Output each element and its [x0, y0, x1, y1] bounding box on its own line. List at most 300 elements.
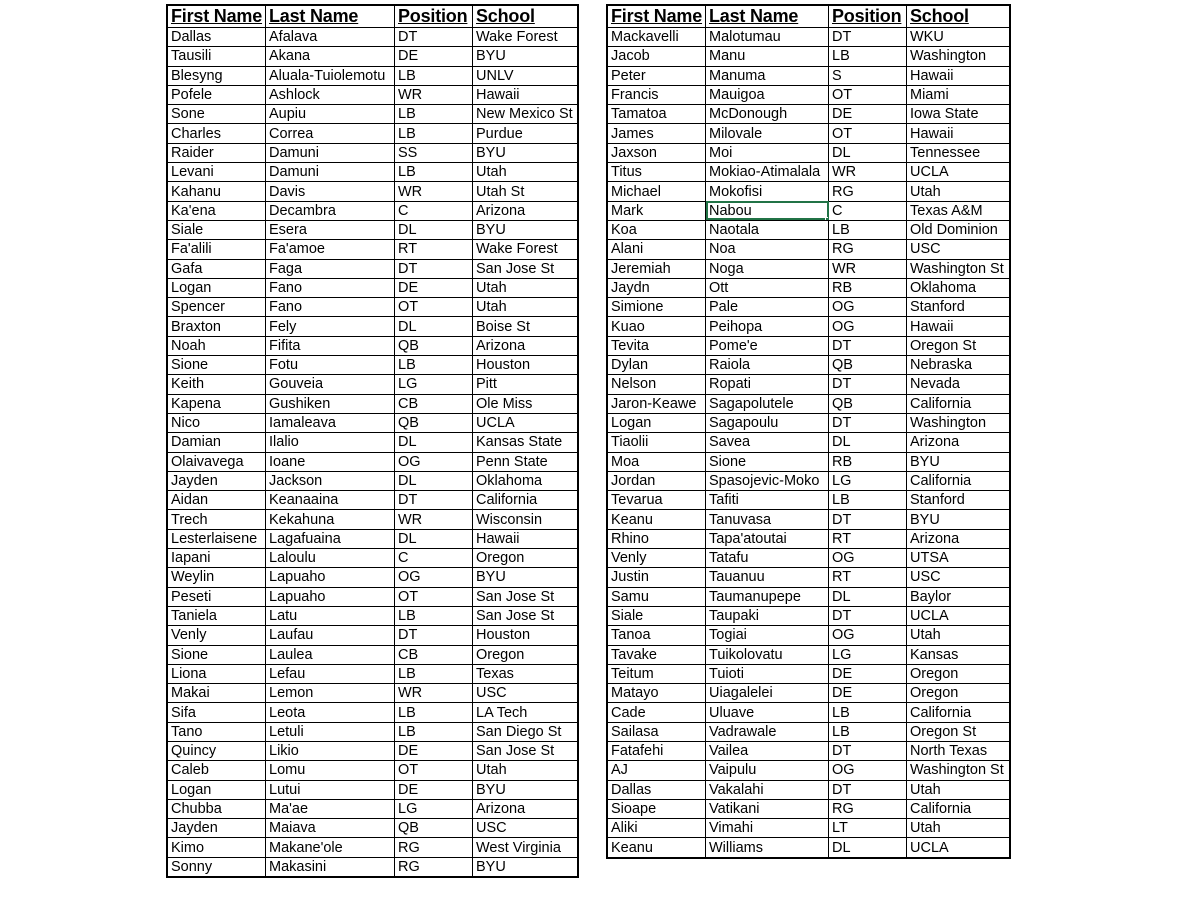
position-cell[interactable]: DL	[829, 433, 907, 452]
last-name-cell[interactable]: Correa	[266, 124, 395, 143]
last-name-cell[interactable]: Ioane	[266, 452, 395, 471]
school-cell[interactable]: Utah	[907, 780, 1010, 799]
first-name-cell[interactable]: Iapani	[168, 549, 266, 568]
position-cell[interactable]: LB	[395, 66, 473, 85]
first-name-cell[interactable]: Jordan	[608, 471, 706, 490]
last-name-cell[interactable]: Sagapoulu	[706, 413, 829, 432]
last-name-cell[interactable]: Davis	[266, 182, 395, 201]
position-cell[interactable]: QB	[395, 413, 473, 432]
first-name-cell[interactable]: Teitum	[608, 664, 706, 683]
school-cell[interactable]: UCLA	[907, 838, 1010, 857]
school-cell[interactable]: Utah	[473, 761, 578, 780]
first-name-cell[interactable]: Venly	[168, 626, 266, 645]
school-cell[interactable]: San Diego St	[473, 722, 578, 741]
first-name-cell[interactable]: Rhino	[608, 529, 706, 548]
last-name-cell[interactable]: Tatafu	[706, 549, 829, 568]
position-cell[interactable]: DL	[395, 433, 473, 452]
school-cell[interactable]: Utah	[473, 278, 578, 297]
first-name-cell[interactable]: Simione	[608, 298, 706, 317]
position-cell[interactable]: DT	[829, 28, 907, 47]
first-name-cell[interactable]: Matayo	[608, 684, 706, 703]
position-cell[interactable]: DE	[395, 780, 473, 799]
position-cell[interactable]: DE	[829, 664, 907, 683]
first-name-cell[interactable]: Blesyng	[168, 66, 266, 85]
last-name-cell[interactable]: Decambra	[266, 201, 395, 220]
school-cell[interactable]: Arizona	[907, 433, 1010, 452]
position-cell[interactable]: LB	[395, 664, 473, 683]
last-name-cell[interactable]: Milovale	[706, 124, 829, 143]
first-name-cell[interactable]: Damian	[168, 433, 266, 452]
school-cell[interactable]: Houston	[473, 356, 578, 375]
first-name-cell[interactable]: Tevita	[608, 336, 706, 355]
last-name-cell[interactable]: Esera	[266, 220, 395, 239]
position-cell[interactable]: RB	[829, 278, 907, 297]
last-name-cell[interactable]: Spasojevic-Moko	[706, 471, 829, 490]
position-cell[interactable]: OG	[829, 761, 907, 780]
last-name-cell[interactable]: Savea	[706, 433, 829, 452]
school-cell[interactable]: Utah	[907, 819, 1010, 838]
position-cell[interactable]: DT	[395, 28, 473, 47]
last-name-cell[interactable]: Leota	[266, 703, 395, 722]
last-name-cell[interactable]: Vakalahi	[706, 780, 829, 799]
position-cell[interactable]: LB	[829, 703, 907, 722]
first-name-cell[interactable]: Chubba	[168, 799, 266, 818]
school-cell[interactable]: Baylor	[907, 587, 1010, 606]
first-name-cell[interactable]: Titus	[608, 163, 706, 182]
position-cell[interactable]: WR	[395, 684, 473, 703]
first-name-cell[interactable]: Siale	[608, 606, 706, 625]
school-cell[interactable]: California	[907, 471, 1010, 490]
last-name-cell[interactable]: Tuikolovatu	[706, 645, 829, 664]
last-name-cell[interactable]: Vailea	[706, 741, 829, 760]
position-cell[interactable]: RG	[829, 799, 907, 818]
position-cell[interactable]: WR	[395, 85, 473, 104]
last-name-cell[interactable]: Damuni	[266, 143, 395, 162]
first-name-cell[interactable]: Pofele	[168, 85, 266, 104]
selected-cell[interactable]: Nabou	[706, 201, 829, 220]
first-name-cell[interactable]: Aidan	[168, 491, 266, 510]
last-name-cell[interactable]: Manuma	[706, 66, 829, 85]
last-name-cell[interactable]: Makane'ole	[266, 838, 395, 857]
school-cell[interactable]: Washington St	[907, 259, 1010, 278]
school-cell[interactable]: San Jose St	[473, 606, 578, 625]
first-name-cell[interactable]: Kimo	[168, 838, 266, 857]
school-cell[interactable]: BYU	[473, 143, 578, 162]
school-cell[interactable]: USC	[473, 684, 578, 703]
position-cell[interactable]: LB	[395, 124, 473, 143]
position-cell[interactable]: LG	[395, 799, 473, 818]
first-name-cell[interactable]: Logan	[168, 780, 266, 799]
last-name-cell[interactable]: Gushiken	[266, 394, 395, 413]
position-cell[interactable]: DT	[829, 336, 907, 355]
first-name-cell[interactable]: Koa	[608, 220, 706, 239]
position-cell[interactable]: QB	[395, 336, 473, 355]
first-name-cell[interactable]: Tavake	[608, 645, 706, 664]
first-name-cell[interactable]: Jaxson	[608, 143, 706, 162]
first-name-cell[interactable]: Mackavelli	[608, 28, 706, 47]
first-name-cell[interactable]: Sailasa	[608, 722, 706, 741]
first-name-cell[interactable]: Gafa	[168, 259, 266, 278]
school-cell[interactable]: Utah St	[473, 182, 578, 201]
first-name-cell[interactable]: Trech	[168, 510, 266, 529]
first-name-cell[interactable]: Peseti	[168, 587, 266, 606]
position-cell[interactable]: WR	[395, 182, 473, 201]
school-cell[interactable]: UCLA	[907, 163, 1010, 182]
first-name-cell[interactable]: Keith	[168, 375, 266, 394]
position-cell[interactable]: DT	[395, 626, 473, 645]
first-name-cell[interactable]: Tano	[168, 722, 266, 741]
position-cell[interactable]: LB	[395, 356, 473, 375]
first-name-cell[interactable]: Lesterlaisene	[168, 529, 266, 548]
school-cell[interactable]: Utah	[473, 298, 578, 317]
last-name-cell[interactable]: Aupiu	[266, 105, 395, 124]
last-name-cell[interactable]: Fely	[266, 317, 395, 336]
last-name-cell[interactable]: Ott	[706, 278, 829, 297]
school-cell[interactable]: Hawaii	[907, 66, 1010, 85]
school-cell[interactable]: LA Tech	[473, 703, 578, 722]
school-cell[interactable]: BYU	[473, 220, 578, 239]
position-cell[interactable]: LB	[395, 722, 473, 741]
header-position[interactable]: Position	[829, 6, 907, 28]
position-cell[interactable]: LB	[829, 491, 907, 510]
position-cell[interactable]: OG	[395, 568, 473, 587]
last-name-cell[interactable]: Vadrawale	[706, 722, 829, 741]
position-cell[interactable]: LB	[829, 47, 907, 66]
first-name-cell[interactable]: Spencer	[168, 298, 266, 317]
school-cell[interactable]: Oregon	[473, 549, 578, 568]
first-name-cell[interactable]: Olaivavega	[168, 452, 266, 471]
school-cell[interactable]: Old Dominion	[907, 220, 1010, 239]
school-cell[interactable]: WKU	[907, 28, 1010, 47]
position-cell[interactable]: OT	[395, 298, 473, 317]
last-name-cell[interactable]: Pome'e	[706, 336, 829, 355]
school-cell[interactable]: Wisconsin	[473, 510, 578, 529]
last-name-cell[interactable]: Damuni	[266, 163, 395, 182]
first-name-cell[interactable]: Keanu	[608, 510, 706, 529]
header-last-name[interactable]: Last Name	[706, 6, 829, 28]
school-cell[interactable]: New Mexico St	[473, 105, 578, 124]
position-cell[interactable]: DT	[829, 780, 907, 799]
position-cell[interactable]: WR	[829, 259, 907, 278]
school-cell[interactable]: San Jose St	[473, 741, 578, 760]
position-cell[interactable]: DT	[829, 741, 907, 760]
first-name-cell[interactable]: Sifa	[168, 703, 266, 722]
first-name-cell[interactable]: Venly	[608, 549, 706, 568]
last-name-cell[interactable]: Lomu	[266, 761, 395, 780]
position-cell[interactable]: DT	[395, 491, 473, 510]
position-cell[interactable]: LG	[829, 471, 907, 490]
school-cell[interactable]: USC	[907, 240, 1010, 259]
position-cell[interactable]: RT	[395, 240, 473, 259]
school-cell[interactable]: West Virginia	[473, 838, 578, 857]
first-name-cell[interactable]: Logan	[168, 278, 266, 297]
first-name-cell[interactable]: Aliki	[608, 819, 706, 838]
first-name-cell[interactable]: Nico	[168, 413, 266, 432]
first-name-cell[interactable]: Jaydn	[608, 278, 706, 297]
first-name-cell[interactable]: Charles	[168, 124, 266, 143]
last-name-cell[interactable]: Williams	[706, 838, 829, 857]
position-cell[interactable]: RG	[395, 857, 473, 876]
school-cell[interactable]: BYU	[473, 780, 578, 799]
position-cell[interactable]: RG	[829, 240, 907, 259]
school-cell[interactable]: Arizona	[473, 201, 578, 220]
position-cell[interactable]: DT	[829, 606, 907, 625]
first-name-cell[interactable]: Sone	[168, 105, 266, 124]
school-cell[interactable]: BYU	[907, 510, 1010, 529]
school-cell[interactable]: BYU	[473, 857, 578, 876]
school-cell[interactable]: North Texas	[907, 741, 1010, 760]
last-name-cell[interactable]: Vimahi	[706, 819, 829, 838]
position-cell[interactable]: DL	[395, 317, 473, 336]
school-cell[interactable]: Oklahoma	[473, 471, 578, 490]
position-cell[interactable]: DE	[395, 741, 473, 760]
school-cell[interactable]: Washington	[907, 47, 1010, 66]
school-cell[interactable]: Stanford	[907, 491, 1010, 510]
first-name-cell[interactable]: AJ	[608, 761, 706, 780]
school-cell[interactable]: Arizona	[907, 529, 1010, 548]
header-position[interactable]: Position	[395, 6, 473, 28]
first-name-cell[interactable]: Michael	[608, 182, 706, 201]
first-name-cell[interactable]: Jaron-Keawe	[608, 394, 706, 413]
school-cell[interactable]: Tennessee	[907, 143, 1010, 162]
last-name-cell[interactable]: Tuioti	[706, 664, 829, 683]
school-cell[interactable]: BYU	[473, 568, 578, 587]
school-cell[interactable]: Hawaii	[907, 317, 1010, 336]
last-name-cell[interactable]: Taumanupepe	[706, 587, 829, 606]
school-cell[interactable]: Utah	[907, 626, 1010, 645]
school-cell[interactable]: USC	[473, 819, 578, 838]
first-name-cell[interactable]: Tausili	[168, 47, 266, 66]
last-name-cell[interactable]: Ropati	[706, 375, 829, 394]
position-cell[interactable]: DL	[395, 529, 473, 548]
last-name-cell[interactable]: Lagafuaina	[266, 529, 395, 548]
last-name-cell[interactable]: Maiava	[266, 819, 395, 838]
school-cell[interactable]: BYU	[907, 452, 1010, 471]
first-name-cell[interactable]: Fatafehi	[608, 741, 706, 760]
position-cell[interactable]: DL	[829, 838, 907, 857]
last-name-cell[interactable]: Ma'ae	[266, 799, 395, 818]
school-cell[interactable]: Arizona	[473, 336, 578, 355]
position-cell[interactable]: DL	[829, 587, 907, 606]
first-name-cell[interactable]: Dallas	[168, 28, 266, 47]
first-name-cell[interactable]: Tanoa	[608, 626, 706, 645]
last-name-cell[interactable]: Vaipulu	[706, 761, 829, 780]
school-cell[interactable]: Iowa State	[907, 105, 1010, 124]
last-name-cell[interactable]: Jackson	[266, 471, 395, 490]
last-name-cell[interactable]: Malotumau	[706, 28, 829, 47]
first-name-cell[interactable]: Sione	[168, 356, 266, 375]
first-name-cell[interactable]: Alani	[608, 240, 706, 259]
position-cell[interactable]: DE	[829, 684, 907, 703]
position-cell[interactable]: C	[395, 549, 473, 568]
last-name-cell[interactable]: Laufau	[266, 626, 395, 645]
last-name-cell[interactable]: Taupaki	[706, 606, 829, 625]
school-cell[interactable]: Utah	[473, 163, 578, 182]
school-cell[interactable]: Utah	[907, 182, 1010, 201]
first-name-cell[interactable]: James	[608, 124, 706, 143]
position-cell[interactable]: DT	[395, 259, 473, 278]
position-cell[interactable]: OT	[829, 85, 907, 104]
school-cell[interactable]: Boise St	[473, 317, 578, 336]
last-name-cell[interactable]: Vatikani	[706, 799, 829, 818]
school-cell[interactable]: Kansas	[907, 645, 1010, 664]
school-cell[interactable]: Oregon	[907, 664, 1010, 683]
last-name-cell[interactable]: Lapuaho	[266, 587, 395, 606]
last-name-cell[interactable]: Uiagalelei	[706, 684, 829, 703]
school-cell[interactable]: Oregon	[473, 645, 578, 664]
last-name-cell[interactable]: Moi	[706, 143, 829, 162]
school-cell[interactable]: Wake Forest	[473, 28, 578, 47]
last-name-cell[interactable]: Naotala	[706, 220, 829, 239]
first-name-cell[interactable]: Dylan	[608, 356, 706, 375]
first-name-cell[interactable]: Kuao	[608, 317, 706, 336]
first-name-cell[interactable]: Weylin	[168, 568, 266, 587]
position-cell[interactable]: OT	[829, 124, 907, 143]
last-name-cell[interactable]: Lutui	[266, 780, 395, 799]
last-name-cell[interactable]: Lapuaho	[266, 568, 395, 587]
position-cell[interactable]: QB	[395, 819, 473, 838]
school-cell[interactable]: Oregon St	[907, 722, 1010, 741]
last-name-cell[interactable]: Iamaleava	[266, 413, 395, 432]
school-cell[interactable]: UCLA	[473, 413, 578, 432]
first-name-cell[interactable]: Quincy	[168, 741, 266, 760]
school-cell[interactable]: California	[907, 394, 1010, 413]
school-cell[interactable]: Oregon St	[907, 336, 1010, 355]
first-name-cell[interactable]: Jeremiah	[608, 259, 706, 278]
first-name-cell[interactable]: Makai	[168, 684, 266, 703]
school-cell[interactable]: Wake Forest	[473, 240, 578, 259]
position-cell[interactable]: RG	[395, 838, 473, 857]
first-name-cell[interactable]: Moa	[608, 452, 706, 471]
position-cell[interactable]: DE	[395, 278, 473, 297]
position-cell[interactable]: OT	[395, 587, 473, 606]
position-cell[interactable]: LB	[829, 220, 907, 239]
school-cell[interactable]: UTSA	[907, 549, 1010, 568]
position-cell[interactable]: OG	[395, 452, 473, 471]
last-name-cell[interactable]: Fa'amoe	[266, 240, 395, 259]
position-cell[interactable]: DL	[395, 220, 473, 239]
last-name-cell[interactable]: Manu	[706, 47, 829, 66]
header-school[interactable]: School	[907, 6, 1010, 28]
school-cell[interactable]: BYU	[473, 47, 578, 66]
last-name-cell[interactable]: Laulea	[266, 645, 395, 664]
last-name-cell[interactable]: Tanuvasa	[706, 510, 829, 529]
last-name-cell[interactable]: Faga	[266, 259, 395, 278]
school-cell[interactable]: UNLV	[473, 66, 578, 85]
last-name-cell[interactable]: Gouveia	[266, 375, 395, 394]
first-name-cell[interactable]: Tiaolii	[608, 433, 706, 452]
last-name-cell[interactable]: Letuli	[266, 722, 395, 741]
position-cell[interactable]: CB	[395, 645, 473, 664]
position-cell[interactable]: DL	[829, 143, 907, 162]
school-cell[interactable]: Hawaii	[907, 124, 1010, 143]
position-cell[interactable]: C	[395, 201, 473, 220]
school-cell[interactable]: Washington St	[907, 761, 1010, 780]
school-cell[interactable]: Hawaii	[473, 529, 578, 548]
first-name-cell[interactable]: Logan	[608, 413, 706, 432]
first-name-cell[interactable]: Tevarua	[608, 491, 706, 510]
last-name-cell[interactable]: Ashlock	[266, 85, 395, 104]
position-cell[interactable]: RT	[829, 568, 907, 587]
position-cell[interactable]: LT	[829, 819, 907, 838]
school-cell[interactable]: UCLA	[907, 606, 1010, 625]
school-cell[interactable]: Texas	[473, 664, 578, 683]
school-cell[interactable]: California	[473, 491, 578, 510]
last-name-cell[interactable]: Lemon	[266, 684, 395, 703]
position-cell[interactable]: WR	[395, 510, 473, 529]
last-name-cell[interactable]: Lefau	[266, 664, 395, 683]
first-name-cell[interactable]: Samu	[608, 587, 706, 606]
last-name-cell[interactable]: Aluala-Tuiolemotu	[266, 66, 395, 85]
first-name-cell[interactable]: Jayden	[168, 471, 266, 490]
last-name-cell[interactable]: Tauanuu	[706, 568, 829, 587]
last-name-cell[interactable]: Laloulu	[266, 549, 395, 568]
last-name-cell[interactable]: Tapa'atoutai	[706, 529, 829, 548]
first-name-cell[interactable]: Tamatoa	[608, 105, 706, 124]
first-name-cell[interactable]: Justin	[608, 568, 706, 587]
position-cell[interactable]: OG	[829, 298, 907, 317]
first-name-cell[interactable]: Ka'ena	[168, 201, 266, 220]
school-cell[interactable]: Oklahoma	[907, 278, 1010, 297]
last-name-cell[interactable]: Mauigoa	[706, 85, 829, 104]
position-cell[interactable]: OG	[829, 626, 907, 645]
last-name-cell[interactable]: Sione	[706, 452, 829, 471]
position-cell[interactable]: LB	[395, 606, 473, 625]
header-last-name[interactable]: Last Name	[266, 6, 395, 28]
last-name-cell[interactable]: Keanaaina	[266, 491, 395, 510]
last-name-cell[interactable]: McDonough	[706, 105, 829, 124]
first-name-cell[interactable]: Jacob	[608, 47, 706, 66]
first-name-cell[interactable]: Keanu	[608, 838, 706, 857]
school-cell[interactable]: Houston	[473, 626, 578, 645]
position-cell[interactable]: RG	[829, 182, 907, 201]
first-name-cell[interactable]: Sonny	[168, 857, 266, 876]
first-name-cell[interactable]: Raider	[168, 143, 266, 162]
last-name-cell[interactable]: Mokiao-Atimalala	[706, 163, 829, 182]
position-cell[interactable]: SS	[395, 143, 473, 162]
position-cell[interactable]: QB	[829, 356, 907, 375]
last-name-cell[interactable]: Afalava	[266, 28, 395, 47]
first-name-cell[interactable]: Jayden	[168, 819, 266, 838]
header-school[interactable]: School	[473, 6, 578, 28]
position-cell[interactable]: QB	[829, 394, 907, 413]
first-name-cell[interactable]: Sione	[168, 645, 266, 664]
school-cell[interactable]: California	[907, 799, 1010, 818]
position-cell[interactable]: RT	[829, 529, 907, 548]
position-cell[interactable]: LB	[395, 105, 473, 124]
first-name-cell[interactable]: Dallas	[608, 780, 706, 799]
last-name-cell[interactable]: Likio	[266, 741, 395, 760]
school-cell[interactable]: Nevada	[907, 375, 1010, 394]
last-name-cell[interactable]: Peihopa	[706, 317, 829, 336]
first-name-cell[interactable]: Nelson	[608, 375, 706, 394]
last-name-cell[interactable]: Latu	[266, 606, 395, 625]
last-name-cell[interactable]: Noa	[706, 240, 829, 259]
first-name-cell[interactable]: Kapena	[168, 394, 266, 413]
school-cell[interactable]: Oregon	[907, 684, 1010, 703]
first-name-cell[interactable]: Cade	[608, 703, 706, 722]
school-cell[interactable]: California	[907, 703, 1010, 722]
first-name-cell[interactable]: Noah	[168, 336, 266, 355]
school-cell[interactable]: Stanford	[907, 298, 1010, 317]
school-cell[interactable]: Purdue	[473, 124, 578, 143]
last-name-cell[interactable]: Ilalio	[266, 433, 395, 452]
school-cell[interactable]: Texas A&M	[907, 201, 1010, 220]
position-cell[interactable]: DE	[395, 47, 473, 66]
last-name-cell[interactable]: Pale	[706, 298, 829, 317]
position-cell[interactable]: RB	[829, 452, 907, 471]
position-cell[interactable]: LB	[395, 703, 473, 722]
